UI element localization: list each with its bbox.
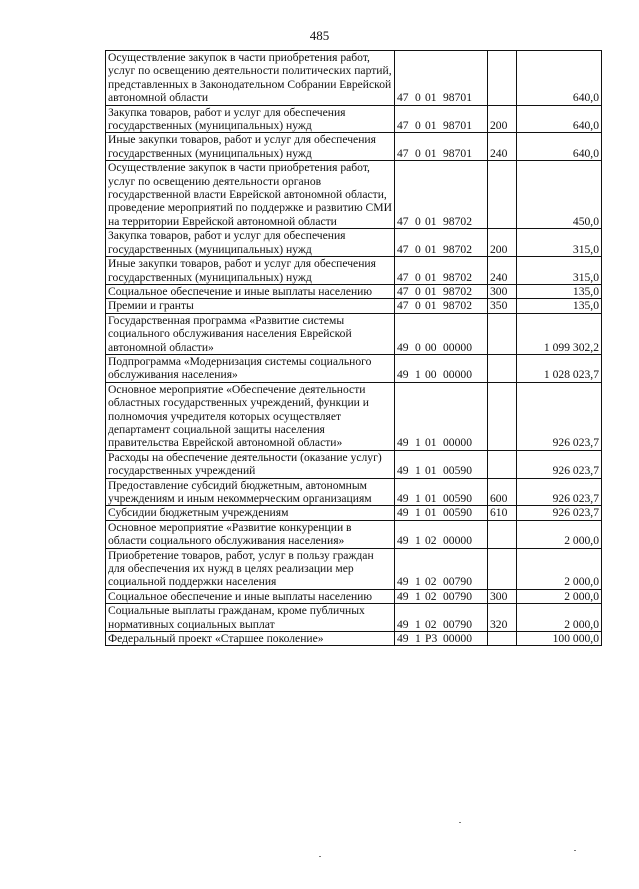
code-part-c1: 49 [397, 436, 409, 450]
row-target-code [395, 105, 488, 133]
code-part-c3: 01 [425, 464, 437, 478]
code-part-c4: 98702 [443, 270, 472, 284]
table-row [106, 354, 602, 382]
code-part-c1: 49 [397, 617, 409, 631]
code-part-c1: 47 [397, 119, 409, 133]
row-expense-type: 200 [488, 229, 517, 257]
row-description: Расходы на обеспечение деятельности (оказание услуг) государственных учреждений [106, 450, 395, 478]
code-part-c4: 98702 [443, 284, 472, 298]
row-description: Субсидии бюджетным учреждениям [106, 506, 395, 520]
code-part-c3: 01 [425, 436, 437, 450]
table-row [106, 229, 602, 257]
code-part-c2: 1 [415, 436, 421, 450]
row-amount: 640,0 [517, 105, 602, 133]
table-row [106, 478, 602, 506]
code-part-c4: 00000 [443, 368, 472, 382]
code-part-c3: 02 [425, 589, 437, 603]
code-part-c1: 49 [397, 340, 409, 354]
code-part-c1: 47 [397, 270, 409, 284]
row-expense-type: 200 [488, 105, 517, 133]
table-row [106, 632, 602, 646]
row-amount: 450,0 [517, 161, 602, 229]
table-row [106, 299, 602, 313]
code-part-c1: 49 [397, 368, 409, 382]
table-row [106, 604, 602, 632]
code-part-c1: 47 [397, 214, 409, 228]
row-amount: 2 000,0 [517, 604, 602, 632]
row-amount: 640,0 [517, 51, 602, 106]
code-part-c4: 98702 [443, 299, 472, 313]
row-amount: 1 099 302,2 [517, 313, 602, 354]
code-part-c4: 98702 [443, 242, 472, 256]
row-target-code [395, 354, 488, 382]
code-part-c2: 0 [415, 270, 421, 284]
row-amount: 2 000,0 [517, 520, 602, 548]
code-part-c2: 1 [415, 632, 421, 646]
row-target-code [395, 520, 488, 548]
table-row [106, 506, 602, 520]
code-part-c3: 02 [425, 617, 437, 631]
budget-table-body [106, 51, 602, 646]
row-amount: 135,0 [517, 284, 602, 298]
code-part-c1: 49 [397, 575, 409, 589]
code-part-c1: 47 [397, 91, 409, 105]
code-part-c3: 01 [425, 270, 437, 284]
code-part-c3: 01 [425, 506, 437, 520]
row-target-code [395, 313, 488, 354]
code-part-c4: 00000 [443, 340, 472, 354]
row-description: Социальное обеспечение и иные выплаты населению [106, 284, 395, 298]
code-part-c3: P3 [425, 632, 438, 646]
code-part-c2: 1 [415, 589, 421, 603]
row-target-code [395, 589, 488, 603]
row-description: Осуществление закупок в части приобретения работ, услуг по освещению деятельности органов государственной власти Еврейской автономной области, проведение мероприятий по поддержке и развитию СМИ на территории Еврейской автономной области [106, 161, 395, 229]
code-part-c2: 0 [415, 284, 421, 298]
code-part-c1: 49 [397, 632, 409, 646]
row-description: Федеральный проект «Старшее поколение» [106, 632, 395, 646]
row-description: Основное мероприятие «Обеспечение деятельности областных государственных учреждений, функции и полномочия учредителя которых осуществляет департамент социальной защиты населения правительства Еврейской автономной области» [106, 382, 395, 450]
code-part-c2: 0 [415, 340, 421, 354]
code-part-c2: 1 [415, 368, 421, 382]
row-description: Приобретение товаров, работ, услуг в пользу граждан для обеспечения их нужд в целях реализации мер социальной поддержки населения [106, 548, 395, 589]
row-target-code [395, 161, 488, 229]
row-description: Государственная программа «Развитие системы социального обслуживания населения Еврейской автономной области» [106, 313, 395, 354]
code-part-c4: 98701 [443, 91, 472, 105]
code-part-c2: 1 [415, 464, 421, 478]
table-row [106, 313, 602, 354]
row-target-code [395, 548, 488, 589]
code-part-c3: 01 [425, 284, 437, 298]
code-part-c4: 98702 [443, 214, 472, 228]
code-part-c4: 00000 [443, 436, 472, 450]
code-part-c4: 00590 [443, 492, 472, 505]
table-row [106, 450, 602, 478]
row-target-code [395, 284, 488, 298]
row-target-code [395, 299, 488, 313]
row-amount: 315,0 [517, 257, 602, 285]
row-amount: 926 023,7 [517, 382, 602, 450]
page-number: 485 [309, 28, 330, 43]
code-part-c1: 47 [397, 299, 409, 313]
code-part-c4: 00790 [443, 589, 472, 603]
table-row [106, 284, 602, 298]
budget-table [105, 50, 602, 646]
row-amount: 926 023,7 [517, 478, 602, 506]
code-part-c3: 01 [425, 214, 437, 228]
table-row [106, 548, 602, 589]
row-expense-type [488, 548, 517, 589]
scan-speck [319, 856, 321, 857]
code-part-c3: 01 [425, 242, 437, 256]
table-row [106, 51, 602, 106]
row-description: Предоставление субсидий бюджетным, автономным учреждениям и иным некоммерческим организациям [106, 478, 395, 506]
row-amount: 640,0 [517, 133, 602, 161]
row-expense-type: 350 [488, 299, 517, 313]
row-amount: 2 000,0 [517, 548, 602, 589]
row-target-code [395, 382, 488, 450]
code-part-c4: 00790 [443, 617, 472, 631]
row-target-code [395, 506, 488, 520]
code-part-c3: 01 [425, 91, 437, 105]
row-expense-type: 610 [488, 506, 517, 520]
row-target-code [395, 257, 488, 285]
row-expense-type: 300 [488, 589, 517, 603]
row-expense-type: 600 [488, 478, 517, 506]
row-amount: 2 000,0 [517, 589, 602, 603]
row-description: Иные закупки товаров, работ и услуг для обеспечения государственных (муниципальных) нужд [106, 133, 395, 161]
code-part-c1: 49 [397, 589, 409, 603]
code-part-c1: 47 [397, 146, 409, 160]
table-row [106, 105, 602, 133]
row-description: Социальное обеспечение и иные выплаты населению [106, 589, 395, 603]
code-part-c2: 1 [415, 534, 421, 548]
table-row [106, 589, 602, 603]
code-part-c3: 02 [425, 534, 437, 548]
row-expense-type [488, 161, 517, 229]
code-part-c1: 49 [397, 464, 409, 478]
row-amount: 926 023,7 [517, 450, 602, 478]
row-description: Подпрограмма «Модернизация системы социального обслуживания населения» [106, 354, 395, 382]
code-part-c2: 0 [415, 91, 421, 105]
row-expense-type [488, 450, 517, 478]
row-expense-type: 300 [488, 284, 517, 298]
code-part-c3: 00 [425, 368, 437, 382]
code-part-c2: 1 [415, 506, 421, 520]
row-target-code [395, 229, 488, 257]
code-part-c1: 49 [397, 534, 409, 548]
code-part-c2: 0 [415, 119, 421, 133]
table-row [106, 161, 602, 229]
code-part-c3: 01 [425, 299, 437, 313]
row-expense-type: 240 [488, 133, 517, 161]
table-row [106, 382, 602, 450]
code-part-c4: 00590 [443, 506, 472, 520]
row-expense-type [488, 354, 517, 382]
code-part-c2: 1 [415, 617, 421, 631]
code-part-c1: 49 [397, 506, 409, 520]
row-expense-type: 320 [488, 604, 517, 632]
scan-speck [459, 822, 461, 823]
code-part-c1: 47 [397, 284, 409, 298]
code-part-c2: 0 [415, 146, 421, 160]
row-description: Закупка товаров, работ и услуг для обеспечения государственных (муниципальных) нужд [106, 229, 395, 257]
row-target-code [395, 450, 488, 478]
code-part-c4: 98701 [443, 146, 472, 160]
row-description: Иные закупки товаров, работ и услуг для обеспечения государственных (муниципальных) нужд [106, 257, 395, 285]
code-part-c2: 0 [415, 214, 421, 228]
code-part-c4: 00590 [443, 464, 472, 478]
row-target-code [395, 478, 488, 506]
row-amount: 100 000,0 [517, 632, 602, 646]
row-target-code [395, 51, 488, 106]
code-part-c4: 00790 [443, 575, 472, 589]
scan-speck [574, 850, 576, 851]
code-part-c3: 02 [425, 575, 437, 589]
table-row [106, 133, 602, 161]
code-part-c1: 47 [397, 242, 409, 256]
row-expense-type [488, 313, 517, 354]
row-amount: 926 023,7 [517, 506, 602, 520]
row-description: Премии и гранты [106, 299, 395, 313]
row-description: Основное мероприятие «Развитие конкуренции в области социального обслуживания населения» [106, 520, 395, 548]
row-description: Социальные выплаты гражданам, кроме публичных нормативных социальных выплат [106, 604, 395, 632]
row-expense-type [488, 632, 517, 646]
row-amount: 1 028 023,7 [517, 354, 602, 382]
table-row [106, 257, 602, 285]
code-part-c4: 00000 [443, 632, 472, 646]
code-part-c1: 49 [397, 492, 409, 505]
row-expense-type [488, 520, 517, 548]
row-expense-type: 240 [488, 257, 517, 285]
code-part-c4: 98701 [443, 119, 472, 133]
row-target-code [395, 133, 488, 161]
code-part-c3: 01 [425, 119, 437, 133]
code-part-c3: 00 [425, 340, 437, 354]
code-part-c3: 01 [425, 492, 437, 505]
row-description: Закупка товаров, работ и услуг для обеспечения государственных (муниципальных) нужд [106, 105, 395, 133]
code-part-c2: 1 [415, 575, 421, 589]
code-part-c4: 00000 [443, 534, 472, 548]
code-part-c2: 0 [415, 299, 421, 313]
row-description: Осуществление закупок в части приобретения работ, услуг по освещению деятельности политических партий, представленных в Законодательном Собрании Еврейской автономной области [106, 51, 395, 106]
row-amount: 315,0 [517, 229, 602, 257]
row-expense-type [488, 51, 517, 106]
row-expense-type [488, 382, 517, 450]
code-part-c2: 0 [415, 242, 421, 256]
table-row [106, 520, 602, 548]
code-part-c3: 01 [425, 146, 437, 160]
code-part-c2: 1 [415, 492, 421, 505]
row-amount: 135,0 [517, 299, 602, 313]
row-target-code [395, 632, 488, 646]
row-target-code [395, 604, 488, 632]
